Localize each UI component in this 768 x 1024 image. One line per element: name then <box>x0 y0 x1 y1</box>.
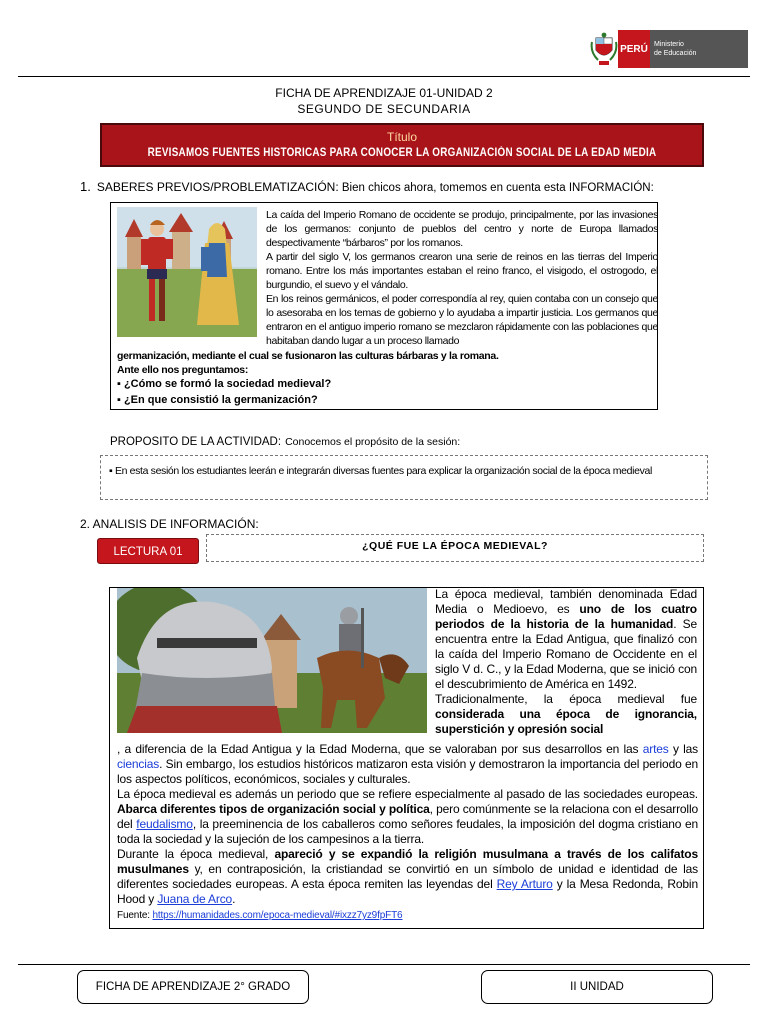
reading-question: ¿QUÉ FUE LA ÉPOCA MEDIEVAL? <box>206 534 704 562</box>
document-title: FICHA DE APRENDIZAJE 01-UNIDAD 2 <box>275 86 493 100</box>
section1-number: 1. <box>80 179 91 194</box>
purpose-text: ▪ En esta sesión los estudiantes leerán e integrarán diversas fuentes para explicar la organización social de la época medieval <box>109 465 652 477</box>
intro-paragraph-kingdoms: A partir del siglo V, los germanos crearon una serie de reinos en las tierras del Imperio romano. Entre los más importantes estaban el reino franco, el visigodo, el ostrogodo, el burgundio, el suevo y el vándalo. <box>266 251 658 291</box>
link-artes[interactable]: artes <box>642 742 669 756</box>
section1-lead: Bien chicos ahora, tomemos en cuenta esta INFORMACIÓN: <box>338 182 654 194</box>
reading-b1: Tradicionalmente, la época medieval fue <box>435 692 697 706</box>
reading-d3: y la Mesa Redonda, Robin Hood y <box>117 877 698 906</box>
section1-heading <box>80 179 654 194</box>
reading-c1-bold: Abarca diferentes tipos de organización social y política <box>117 802 430 816</box>
section1-bold-conclusion <box>117 349 657 377</box>
link-juana-de-arco[interactable]: Juana de Arco <box>157 892 233 906</box>
germanization-definition: germanización, mediante el cual se fusionaron las culturas bárbaras y la romana. <box>117 350 499 362</box>
purpose-box <box>100 455 708 500</box>
reading-c2: , pero comúnmente se la relaciona con el desarrollo del <box>117 802 698 831</box>
reading-b3: y las <box>668 742 699 756</box>
ministry-logo <box>590 30 748 68</box>
logo-ministry-line1: Ministerio <box>654 41 684 48</box>
medieval-knights-photo <box>117 588 427 733</box>
source-link[interactable]: https://humanidades.com/epoca-medieval/#ixzz7yz9fpFT6 <box>152 910 403 921</box>
footer-grade-label: FICHA DE APRENDIZAJE 2° GRADO <box>77 970 309 1004</box>
footer-divider <box>18 964 750 965</box>
header-divider <box>18 76 750 77</box>
banner-heading: REVISAMOS FUENTES HISTORICAS PARA CONOCER LA ORGANIZACIÓN SOCIAL DE LA EDAD MEDIA <box>147 147 657 159</box>
footer-unit-label: II UNIDAD <box>481 970 713 1004</box>
section1-title: SABERES PREVIOS/PROBLEMATIZACIÓN: <box>96 180 339 194</box>
purpose-heading <box>110 436 460 448</box>
reading-d2: y, en contraposición, la cristiandad se convirtió en un símbolo de unidad e identidad de las diferentes sociedades europeas. A esta época remiten las leyendas del <box>117 862 698 891</box>
source-label: Fuente: <box>117 910 153 921</box>
questions-intro: Ante ello nos preguntamos: <box>117 364 249 376</box>
reading-text-bottom <box>117 742 698 923</box>
reading-text-top <box>435 587 697 737</box>
reading-b2: , a diferencia de la Edad Antigua y la Edad Moderna, que se valoraban por sus desarrollos en las <box>117 742 643 756</box>
intro-paragraph-germanization: En los reinos germánicos, el poder correspondía al rey, quien contaba con un consejo que lo asesoraba en los temas de gobierno y lo ayudaba a impartir justicia. Los germanos que entraron en el antiguo imperio romano se mezclaron rápidamente con las poblaciones que habitaban dando lugar a un proceso llamado <box>266 293 658 347</box>
germanic-couple-illustration <box>117 207 257 337</box>
link-feudalismo[interactable]: feudalismo <box>136 817 193 831</box>
reading-a1-bold: uno de los cuatro periodos de la historia de la humanidad <box>435 602 697 631</box>
reading-a1: La época medieval, también denominada Edad Media o Medioevo, es <box>435 587 697 616</box>
title-banner <box>100 123 704 167</box>
reading-d1: Durante la época medieval, <box>117 847 275 861</box>
reading-d1-bold: apareció y se expandió la religión musulmana a través de los califatos musulmanes <box>117 847 698 876</box>
reading-b4: . Sin embargo, los estudios históricos matizaron esta visión y demostraron la importancia del periodo en los aspectos políticos, económicos, sociales y culturales. <box>117 757 698 786</box>
section1-intro-text <box>266 208 658 348</box>
section2-heading: 2. ANALISIS DE INFORMACIÓN: <box>80 517 259 531</box>
logo-country-label: PERÚ <box>618 30 650 68</box>
link-rey-arturo[interactable]: Rey Arturo <box>496 877 553 891</box>
question-1: ▪ ¿Cómo se formó la sociedad medieval? <box>117 378 332 390</box>
reading-b1-bold: considerada una época de ignorancia, superstición y opresión social <box>435 707 697 736</box>
germanic-couple-icon <box>117 207 257 337</box>
purpose-label: PROPOSITO DE LA ACTIVIDAD: <box>110 436 282 448</box>
logo-ministry-line2: de Educación <box>654 50 697 57</box>
link-ciencias[interactable]: ciencias <box>117 757 160 771</box>
knight-helmet-icon <box>117 588 427 733</box>
question-2: ▪ ¿En que consistió la germanización? <box>117 394 318 406</box>
reading-c3: , la preeminencia de los caballeros como señores feudales, la imposición del dogma cristiano en toda la sociedad y la sujeción de los campesinos a la tierra. <box>117 817 699 846</box>
purpose-value: Conocemos el propósito de la sesión: <box>285 436 461 448</box>
banner-label: Título <box>386 130 417 144</box>
reading-source <box>117 908 698 923</box>
peru-coat-of-arms-icon <box>590 30 618 68</box>
intro-paragraph-invasions: La caída del Imperio Romano de occidente se produjo, principalmente, por las invasiones de los germanos: conjunto de pueblos del centro y norte de Europa llamados despectivamente “bárbaros” por los romanos. <box>266 209 658 249</box>
reading-c1: La época medieval es además un periodo que se refiere especialmente al pasado de las sociedades europeas. <box>117 787 698 801</box>
reading-a2: . Se encuentra entre la Edad Antigua, que finalizó con la caída del Imperio Romano de Occidente en el siglo V d. C., y la Edad Moderna, que se inició con el descubrimiento de América en 1492. <box>435 617 697 691</box>
reading-d4: . <box>232 892 236 906</box>
logo-ministry-label <box>650 30 748 68</box>
reading-label-badge: LECTURA 01 <box>97 538 199 564</box>
document-subtitle: SEGUNDO DE SECUNDARIA <box>297 102 471 116</box>
